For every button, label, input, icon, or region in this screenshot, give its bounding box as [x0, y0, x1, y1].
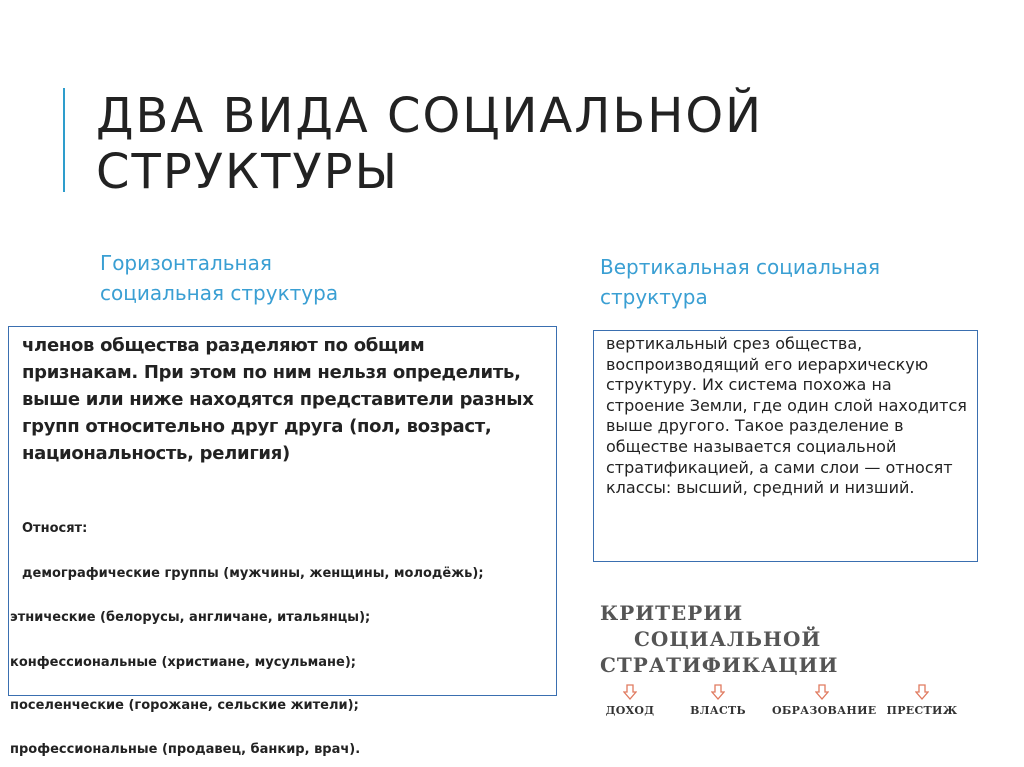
- criteria-title-line-1: [600, 600, 960, 652]
- horizontal-heading-line-1: Горизонтальная: [100, 251, 272, 275]
- criterion-power-label: ВЛАСТЬ: [690, 704, 746, 717]
- vertical-structure-text: вертикальный срез общества, воспроизводящий его иерархическую структуру. Их система похожа на строение Земли, где один слой находится выше другого. Такое разделение в обществе называется социальной стратификацией, а сами слои — относят классы: высший, средний и низший.: [606, 334, 967, 498]
- criterion-power: [668, 684, 768, 717]
- down-arrow-icon: [711, 684, 725, 700]
- criterion-education: [772, 684, 877, 717]
- criteria-title-line-2: СТРАТИФИКАЦИИ: [600, 653, 839, 677]
- group-item-settlement: поселенческие (горожане, сельские жители);: [10, 698, 359, 713]
- group-item-professional: профессиональные (продавец, банкир, врач).: [10, 742, 361, 757]
- down-arrow-icon: [815, 684, 829, 700]
- criterion-prestige-label: ПРЕСТИЖ: [886, 704, 958, 717]
- criteria-title-word-1: КРИТЕРИИ: [600, 601, 744, 625]
- criterion-income-label: ДОХОД: [605, 704, 655, 717]
- vertical-structure-heading: [600, 252, 880, 312]
- relates-label: Относят:: [22, 521, 88, 536]
- vertical-heading-line-1: Вертикальная социальная: [600, 255, 881, 279]
- criterion-income: [580, 684, 680, 717]
- horizontal-heading-line-2: социальная структура: [100, 281, 339, 305]
- horizontal-lead-text: членов общества разделяют по общим признакам. При этом по ним нельзя определить, выше или ниже находятся представители разных групп относительно друг друга (пол, возраст, национальность, религия): [22, 335, 534, 464]
- vertical-heading-line-2: структура: [600, 285, 708, 309]
- group-item-ethnic: этнические (белорусы, англичане, итальянцы);: [10, 610, 371, 625]
- group-item-confessional: конфессиональные (христиане, мусульмане);: [10, 655, 356, 670]
- criterion-prestige: [872, 684, 972, 717]
- criteria-title: [600, 600, 960, 678]
- down-arrow-icon: [623, 684, 637, 700]
- group-item-demographic: демографические группы (мужчины, женщины, молодёжь);: [22, 566, 484, 581]
- criterion-education-label: ОБРАЗОВАНИЕ: [772, 704, 877, 717]
- slide-title-line-2: СТРУКТУРЫ: [96, 144, 399, 200]
- slide-title: [96, 88, 976, 200]
- horizontal-structure-heading: [100, 248, 338, 308]
- slide-title-line-1: ДВА ВИДА СОЦИАЛЬНОЙ: [96, 88, 764, 144]
- criteria-title-word-2: СОЦИАЛЬНОЙ: [634, 627, 822, 651]
- down-arrow-icon: [915, 684, 929, 700]
- title-accent-bar: [63, 88, 65, 192]
